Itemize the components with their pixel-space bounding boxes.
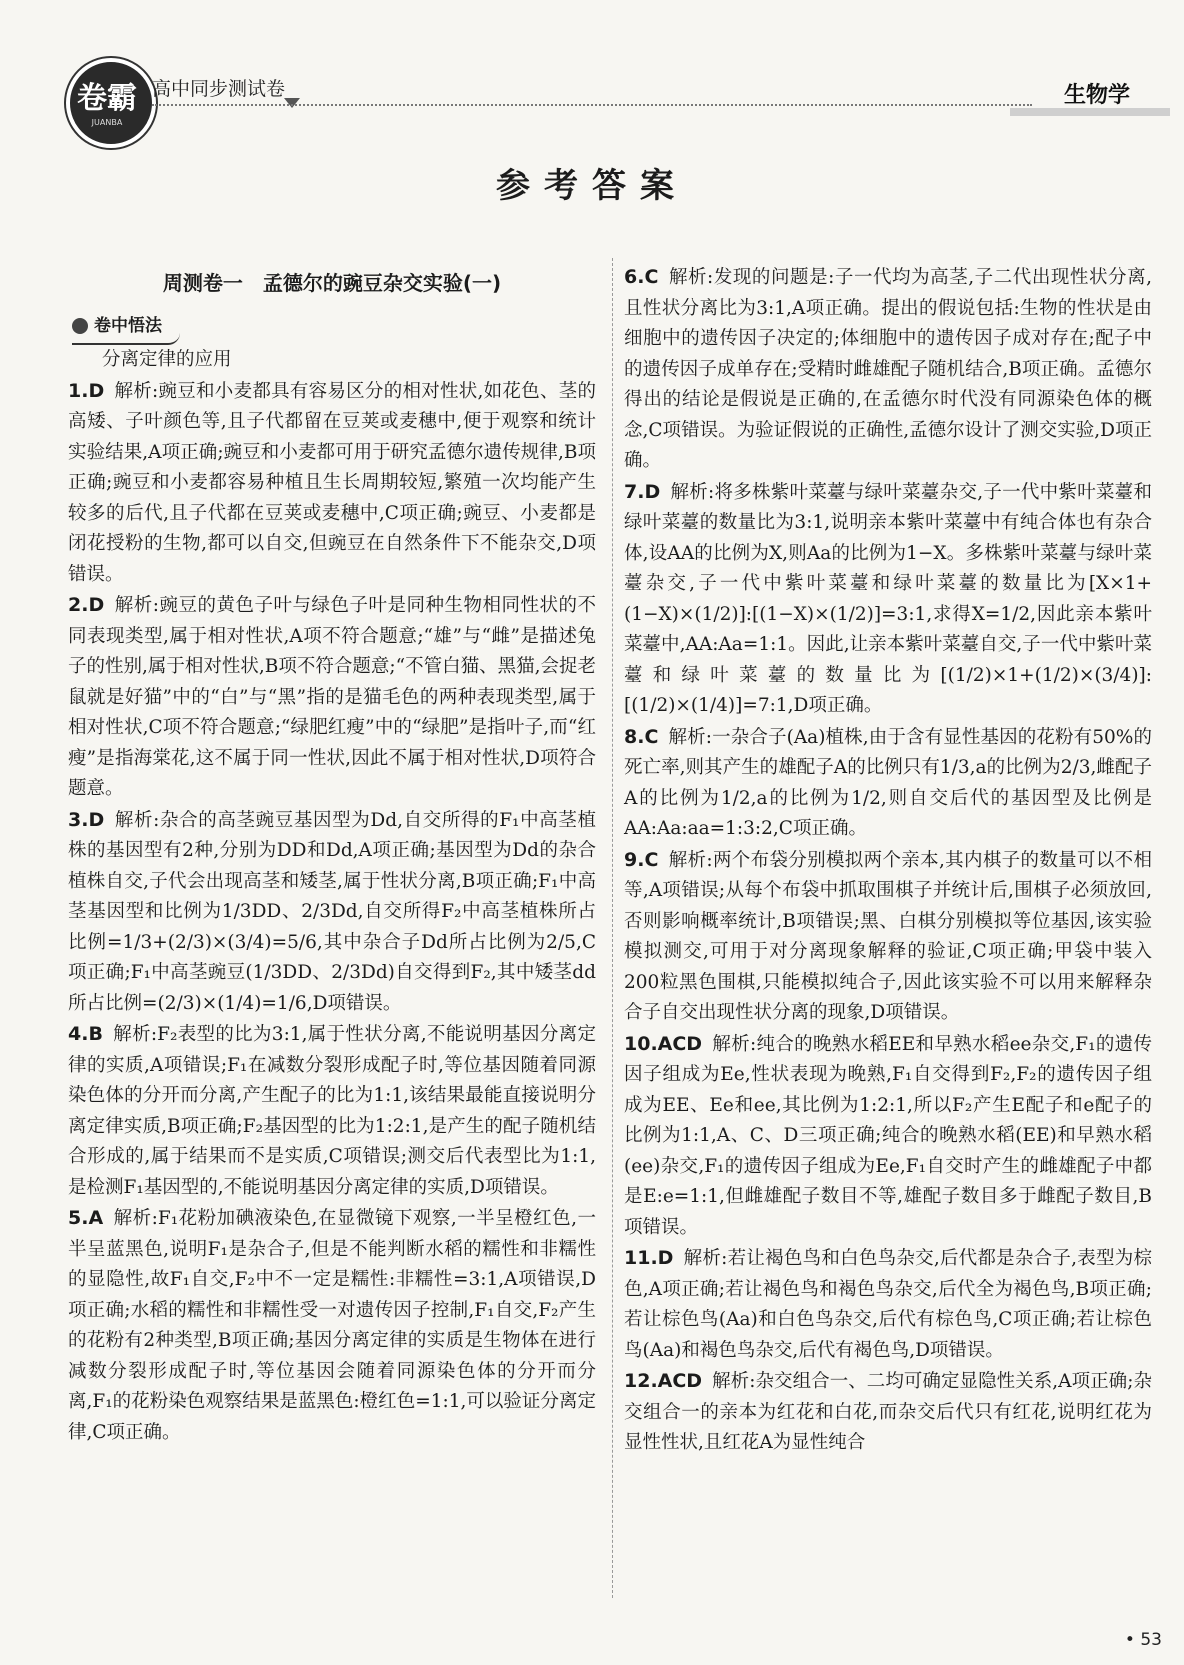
answer-text: 解析:杂合的高茎豌豆基因型为Dd,自交所得的F₁中高茎植株的基因型有2种,分别为DD和Dd,A项正确;基因型为Dd的杂合植株自交,子代会出现高茎和矮茎,属于性状分离,B项正确;F₁中高茎基因型和比例为1/3DD、2/3Dd,自交所得F₂中高茎植株所占比例=1/3+(2/3)×(3/4)=5/6,其中杂合子Dd所占比例为2/5,C项正确;F₁中高茎豌豆(1/3DD、2/3Dd)自交得到F₂,其中矮茎dd所占比例=(2/3)×(1/4)=1/6,D项错误。 — [68, 809, 596, 1014]
answer-item — [624, 1366, 1152, 1459]
series-title: 高中同步测试卷 — [152, 78, 286, 100]
answer-text: 解析:发现的问题是:子一代均为高茎,子二代出现性状分离,且性状分离比为3:1,A项正确。提出的假说包括:生物的性状是由细胞中的遗传因子决定的;体细胞中的遗传因子成对存在;配子中的遗传因子成单存在;受精时雌雄配子随机结合,B项正确。孟德尔得出的结论是假说是正确的,在孟德尔时代没有同源染色体的概念,C项错误。为验证假说的正确性,孟德尔设计了测交实验,D项正确。 — [624, 267, 1152, 471]
answer-number: 10.ACD — [624, 1032, 703, 1055]
page-header — [0, 0, 1184, 150]
topic-heading: 分离定律的应用 — [102, 349, 232, 370]
answer-number: 1.D — [68, 379, 105, 402]
answer-item — [68, 590, 596, 805]
left-column — [68, 262, 596, 1448]
answer-text: 解析:杂交组合一、二均可确定显隐性关系,A项正确;杂交组合一的亲本为红花和白花,而杂交后代只有红花,说明红花为显性性状,且红花A为显性纯合 — [624, 1371, 1152, 1453]
answer-text: 解析:将多株紫叶菜薹与绿叶菜薹杂交,子一代中紫叶菜薹和绿叶菜薹的数量比为3:1,说明亲本紫叶菜薹中有纯合体也有杂合体,设AA的比例为X,则Aa的比例为1−X。多株紫叶菜薹与绿叶菜薹杂交,子一代中紫叶菜薹和绿叶菜薹的数量比为[X×1+(1−X)×(1/2)]:[(1−X)×(1/2)]=3:1,求得X=1/2,因此亲本紫叶菜薹中,AA:Aa=1:1。因此,让亲本紫叶菜薹自交,子一代中紫叶菜薹和绿叶菜薹的数量比为[(1/2)×1+(1/2)×(3/4)]:[(1/2)×(1/4)]=7:1,D项正确。 — [624, 481, 1152, 716]
answer-text: 解析:豌豆和小麦都具有容易区分的相对性状,如花色、茎的高矮、子叶颜色等,且子代都留在豆荚或麦穗中,便于观察和统计实验结果,A项正确;豌豆和小麦都可用于研究孟德尔遗传规律,B项正确;豌豆和小麦都容易种植且生长周期较短,繁殖一次均能产生较多的后代,且子代都在豆荚或麦穗中,C项正确;豌豆、小麦都是闭花授粉的生物,都可以自交,但豌豆在自然条件下不能杂交,D项错误。 — [68, 380, 596, 585]
right-column — [624, 262, 1152, 1459]
answer-number: 5.A — [68, 1207, 104, 1229]
answer-text: 解析:一杂合子(Aa)植株,由于含有显性基因的花粉有50%的死亡率,则其产生的雄配子A的比例只有1/3,a的比例为2/3,雌配子A的比例为1/2,a的比例为1/2,则自交后代的基因型及比例是AA:Aa:aa=1:3:2,C项正确。 — [624, 726, 1152, 839]
tip-label: 卷中悟法 — [94, 315, 162, 336]
answer-item — [624, 845, 1152, 1029]
answer-text: 解析:F₂表型的比为3:1,属于性状分离,不能说明基因分离定律的实质,A项错误;F₁在减数分裂形成配子时,等位基因随着同源染色体的分开而分离,产生配子的比为1:1,该结果最能直接说明分离定律实质,B项正确;F₂基因型的比为1:2:1,是产生的配子随机结合形成的,属于结果而不是实质,C项错误;测交后代表型比为1:1,是检测F₁基因型的,不能说明基因分离定律的实质,D项错误。 — [68, 1024, 596, 1198]
answer-item — [68, 805, 596, 1020]
answer-number: 2.D — [68, 594, 105, 616]
subject-underline — [1010, 108, 1170, 116]
answer-item — [624, 1029, 1152, 1244]
answer-text: 解析:豌豆的黄色子叶与绿色子叶是同种生物相同性状的不同表现类型,属于相对性状,A项不符合题意;“雄”与“雌”是描述兔子的性别,属于相对性状,B项不符合题意;“不管白猫、黑猫,会捉老鼠就是好猫”中的“白”与“黑”指的是猫毛色的两种表现类型,属于相对性状,C项不符合题意;“绿肥红瘦”中的“绿肥”是指叶子,而“红瘦”是指海棠花,这不属于同一性状,因此不属于相对性状,D项符合题意。 — [68, 595, 596, 799]
tip-banner — [72, 311, 180, 346]
answer-number: 3.D — [68, 808, 105, 831]
column-divider — [612, 258, 613, 1598]
answer-text: 解析:若让褐色鸟和白色鸟杂交,后代都是杂合子,表型为棕色,A项正确;若让褐色鸟和褐色鸟杂交,后代全为褐色鸟,B项正确;若让棕色鸟(Aa)和白色鸟杂交,后代有棕色鸟,C项正确;若让棕色鸟(Aa)和褐色鸟杂交,后代有褐色鸟,D项错误。 — [624, 1248, 1152, 1361]
answer-text: 解析:纯合的晚熟水稻EE和早熟水稻ee杂交,F₁的遗传因子组成为Ee,性状表现为晚熟,F₁自交得到F₂,F₂的遗传因子组成为EE、Ee和ee,其比例为1:2:1,所以F₂产生E配子和e配子的比例为1:1,A、C、D三项正确;纯合的晚熟水稻(EE)和早熟水稻(ee)杂交,F₁的遗传因子组成为Ee,F₁自交时产生的雌雄配子中都是E:e=1:1,但雌雄配子数目不等,雄配子数目多于雌配子数目,B项错误。 — [624, 1033, 1152, 1238]
section-title: 周测卷一 孟德尔的豌豆杂交实验(一) — [162, 271, 502, 295]
header-dotted-rule — [152, 104, 1032, 106]
brand-logo-text: 卷霸 — [77, 81, 137, 116]
answer-text: 解析:F₁花粉加碘液染色,在显微镜下观察,一半呈橙红色,一半呈蓝黑色,说明F₁是杂合子,但是不能判断水稻的糯性和非糯性的显隐性,故F₁自交,F₂中不一定是糯性:非糯性=3:1,A项错误,D项正确;水稻的糯性和非糯性受一对遗传因子控制,F₁自交,F₂产生的花粉有2种类型,B项正确;基因分离定律的实质是生物体在进行减数分裂形成配子时,等位基因会随着同源染色体的分开而分离,F₁的花粉染色观察结果是蓝黑色:橙红色=1:1,可以验证分离定律,C项正确。 — [68, 1208, 596, 1443]
answer-item — [624, 722, 1152, 845]
answer-number: 4.B — [68, 1023, 103, 1045]
answer-number: 12.ACD — [624, 1370, 703, 1392]
answer-number: 9.C — [624, 848, 659, 871]
answer-number: 8.C — [624, 725, 659, 748]
answer-item — [68, 1019, 596, 1203]
answer-item — [624, 262, 1152, 477]
answer-number: 6.C — [624, 266, 659, 288]
page-title: 参考答案 — [496, 166, 688, 206]
answer-text: 解析:两个布袋分别模拟两个亲本,其内棋子的数量可以不相等,A项错误;从每个布袋中抓取围棋子并统计后,围棋子必须放回,否则影响概率统计,B项错误;黑、白棋分别模拟等位基因,该实验模拟测交,可用于对分离现象解释的验证,C项正确;甲袋中装入200粒黑色围棋,只能模拟纯合子,因此该实验不可以用来解释杂合子自交出现性状分离的现象,D项错误。 — [624, 849, 1152, 1023]
lightbulb-icon — [72, 318, 88, 334]
answer-number: 7.D — [624, 480, 661, 503]
answer-number: 11.D — [624, 1247, 674, 1269]
brand-logo-subtext: JUANBA — [91, 118, 123, 127]
answer-item — [68, 1203, 596, 1448]
subject-label: 生物学 — [1064, 83, 1131, 108]
answer-item — [624, 477, 1152, 722]
answer-item — [624, 1243, 1152, 1366]
answer-item — [68, 376, 596, 591]
header-pointer — [284, 98, 300, 108]
page-number: • 53 — [1124, 1630, 1162, 1650]
